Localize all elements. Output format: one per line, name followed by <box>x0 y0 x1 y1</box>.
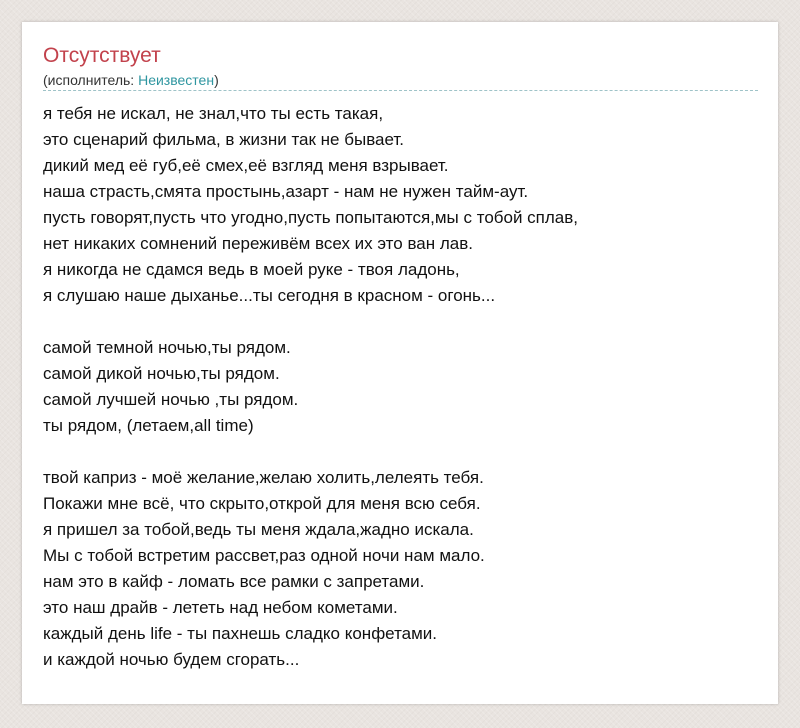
lyric-line: твой каприз - моё желание,желаю холить,лелеять тебя. <box>43 468 484 487</box>
lyric-line: ты рядом, (летаем,all time) <box>43 416 254 435</box>
stanza-3 <box>43 465 758 673</box>
artist-link[interactable]: Неизвестен <box>138 72 215 88</box>
song-title: Отсутствует <box>43 44 161 67</box>
lyrics-body <box>43 101 758 673</box>
artist-line <box>43 71 758 91</box>
lyric-line: наша страсть,смята простынь,азарт - нам не нужен тайм-аут. <box>43 182 529 201</box>
lyric-line: дикий мед её губ,её смех,её взгляд меня взрывает. <box>43 156 449 175</box>
lyric-line: и каждой ночью будем сгорать... <box>43 650 300 669</box>
lyric-line: я тебя не искал, не знал,что ты есть такая, <box>43 104 384 123</box>
lyric-line: нам это в кайф - ломать все рамки с запретами. <box>43 572 425 591</box>
lyric-line: нет никаких сомнений переживём всех их это ван лав. <box>43 234 473 253</box>
lyric-line: самой лучшей ночью ,ты рядом. <box>43 390 299 409</box>
artist-suffix: ) <box>214 72 219 88</box>
lyric-line: это наш драйв - лететь над небом кометами. <box>43 598 398 617</box>
lyrics-card <box>22 22 778 704</box>
lyric-line: Покажи мне всё, что скрыто,открой для меня всю себя. <box>43 494 481 513</box>
lyric-line: пусть говорят,пусть что угодно,пусть попытаются,мы с тобой сплав, <box>43 208 579 227</box>
lyric-line: я никогда не сдамся ведь в моей руке - твоя ладонь, <box>43 260 460 279</box>
lyric-line: это сценарий фильма, в жизни так не бывает. <box>43 130 405 149</box>
lyric-line: Мы с тобой встретим рассвет,раз одной ночи нам мало. <box>43 546 485 565</box>
lyric-line: каждый день life - ты пахнешь сладко конфетами. <box>43 624 438 643</box>
lyric-line: самой темной ночью,ты рядом. <box>43 338 291 357</box>
lyric-line: я слушаю наше дыханье...ты сегодня в красном - огонь... <box>43 286 496 305</box>
lyric-line: самой дикой ночью,ты рядом. <box>43 364 280 383</box>
artist-prefix: (исполнитель: <box>43 72 139 88</box>
lyric-line: я пришел за тобой,ведь ты меня ждала,жадно искала. <box>43 520 474 539</box>
stanza-1 <box>43 101 758 309</box>
stanza-2 <box>43 335 758 439</box>
